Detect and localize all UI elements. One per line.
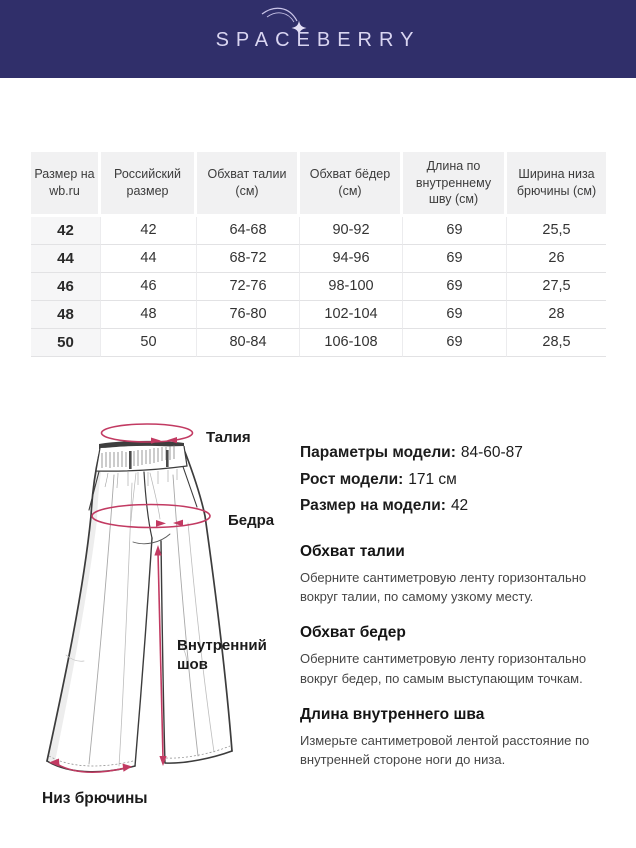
size-cell: 46: [101, 273, 197, 301]
measurement-info: [300, 444, 616, 787]
size-table: [31, 152, 606, 357]
size-table-header-row: [31, 152, 606, 217]
size-cell: 69: [403, 329, 507, 357]
measure-guide: [300, 543, 616, 771]
waist-guide-section: [300, 543, 616, 608]
model-parameters-label: Параметры модели:: [300, 444, 456, 461]
size-cell: 102-104: [300, 301, 403, 329]
size-cell: 98-100: [300, 273, 403, 301]
size-cell: 69: [403, 301, 507, 329]
size-cell: 28: [507, 301, 606, 329]
model-parameters-value: 84-60-87: [460, 444, 523, 461]
size-cell: 72-76: [197, 273, 300, 301]
hem-label: Низ брючины: [42, 790, 148, 807]
size-cell: 28,5: [507, 329, 606, 357]
size-cell: 44: [101, 245, 197, 273]
section-title: Обхват бедер: [300, 624, 406, 641]
waist-measure-ellipse: [102, 424, 193, 442]
size-cell: 90-92: [300, 217, 403, 245]
size-cell: 64-68: [197, 217, 300, 245]
column-header: Ширина низа брючины (см): [507, 152, 606, 217]
size-cell: 68-72: [197, 245, 300, 273]
pants-diagram: [30, 415, 290, 815]
model-height-line: [300, 471, 616, 490]
size-cell: 48: [31, 301, 101, 329]
section-title: Обхват талии: [300, 542, 405, 560]
table-row: [31, 273, 606, 301]
size-cell: 42: [31, 217, 101, 245]
size-cell: 80-84: [197, 329, 300, 357]
size-cell: 26: [507, 245, 606, 273]
brand-header: [0, 0, 636, 78]
brand-logo: [0, 0, 636, 78]
inner-seam-label-line1: Внутренний: [177, 637, 267, 654]
leg-shading: [47, 455, 104, 762]
section-body: Оберните сантиметровую ленту горизонтально вокруг талии, по самому узкому месту.: [300, 569, 587, 605]
size-cell: 69: [403, 273, 507, 301]
size-cell: 48: [101, 301, 197, 329]
size-cell: 27,5: [507, 273, 606, 301]
pants-outline: [47, 452, 232, 772]
hips-guide-section: [300, 624, 616, 689]
hem-stitch-lines: [49, 746, 230, 766]
model-size-label: Размер на модели:: [300, 497, 446, 514]
size-cell: 69: [403, 245, 507, 273]
section-body: Измерьте сантиметровой лентой расстояние по внутренней стороне ноги до низа.: [300, 732, 590, 768]
hips-label: Бедра: [228, 512, 275, 529]
size-cell: 50: [101, 329, 197, 357]
size-cell: 46: [31, 273, 101, 301]
section-title: Длина внутреннего шва: [300, 705, 485, 723]
model-parameters-line: [300, 444, 616, 463]
size-cell: 44: [31, 245, 101, 273]
section-body: Оберните сантиметровую ленту горизонтально вокруг бедер, по самым выступающим точкам.: [300, 651, 587, 686]
inner-seam-label-line2: шов: [177, 656, 208, 673]
crease-lines: [66, 473, 214, 766]
table-row: [31, 329, 606, 357]
table-row: [31, 245, 606, 273]
brand-name: SPACEBERRY: [215, 29, 421, 51]
column-header: Обхват бёдер (см): [300, 152, 403, 217]
table-row: [31, 217, 606, 245]
hips-measure-ellipse: [92, 505, 210, 528]
size-cell: 42: [101, 217, 197, 245]
model-size-line: [300, 497, 616, 516]
size-cell: 69: [403, 217, 507, 245]
column-header: Размер на wb.ru: [31, 152, 101, 217]
table-row: [31, 301, 606, 329]
model-height-label: Рост модели:: [300, 470, 404, 488]
column-header: Российский размер: [101, 152, 197, 217]
model-size-value: 42: [450, 497, 469, 514]
column-header: Обхват талии (см): [197, 152, 300, 217]
size-cell: 25,5: [507, 217, 606, 245]
column-header: Длина по внутреннему шву (см): [403, 152, 507, 217]
size-cell: 50: [31, 329, 101, 357]
size-cell: 94-96: [300, 245, 403, 273]
model-height-value: 171 см: [408, 470, 457, 488]
size-cell: 76-80: [197, 301, 300, 329]
waist-label: Талия: [206, 429, 251, 446]
inseam-guide-section: [300, 706, 616, 771]
size-cell: 106-108: [300, 329, 403, 357]
